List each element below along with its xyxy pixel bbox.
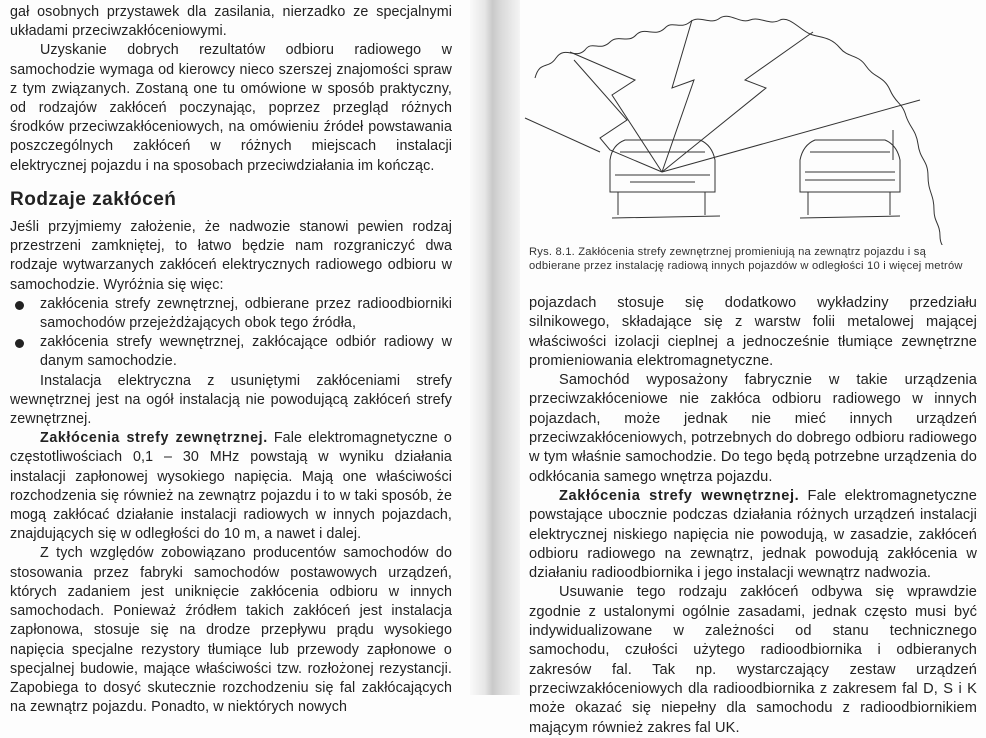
front-car-body — [610, 140, 720, 218]
internal-interference-paragraph: Zakłócenia strefy wewnętrznej. Fale elektromagnetyczne powstające ubocznie podczas działania różnych urządzeń instalacji elektrycznej niskiego napięcia nie powodują, w zasadzie, zakłóceń odbioru radiowego na zewnątrz, jednak powodują zakłócenia w działaniu radioodbiornika i jego instalacji wewnątrz nadwozia. — [529, 487, 977, 582]
left-page-text — [10, 3, 452, 717]
arrow-far-left — [525, 118, 600, 152]
list-item: zakłócenia strefy wewnętrznej, zakłócające odbiór radiowy w danym samochodzie. — [10, 333, 452, 371]
types-paragraph: Jeśli przyjmiemy założenie, że nadwozie stanowi pewien rodzaj przestrzeni zamkniętej, to łatwo będzie nam rozgraniczyć dwa rodzaje wytwarzanych zakłóceń elektrycznych radiowego odbioru w samochodzie. Wyróżnia się więc: — [10, 219, 452, 293]
intro-paragraph-2: Uzyskanie dobrych rezultatów odbioru radiowego w samochodzie wymaga od kierowcy nieco szerszej znajomości spraw z tym związanych. Zostaną one tu omówione w sposób praktyczny, od rodzajów zakłóceń poczynając, poprzez przegląd różnych środków przeciwzakłóceniowych, na omówieniu źródeł powstawania poszczególnych zakłóceń w różnych miejscach instalacji elektrycznej pojazdu i na sposobach przeciwdziałania im kończąc. — [10, 42, 452, 174]
bullet-icon — [15, 339, 24, 348]
arrow-to-second-car — [662, 100, 920, 172]
interference-types-list — [10, 295, 452, 372]
zigzag-arrow-center — [662, 20, 694, 172]
zigzag-arrow-left — [574, 60, 662, 172]
list-item: zakłócenia strefy zewnętrznej, odbierane przez radioodbiorniki samochodów przejeżdżających obok tego źródła, — [10, 295, 452, 333]
figure-interference-illustration — [520, 0, 986, 245]
zigzag-arrow-top-left — [570, 52, 662, 172]
internal-interference-title: Zakłócenia strefy wewnętrznej. — [559, 487, 800, 504]
book-gutter — [470, 0, 520, 695]
right-page-text — [529, 294, 977, 738]
removal-paragraph: Usuwanie tego rodzaju zakłóceń odbywa się wprawdzie zgodnie z ustalonymi ogólnie zasadami, jednak często musi być indywidualizowane w zależności od stanu technicznego samochodu, czułości użytego radioodbiornika i odbieranych zakresów fal. Tak np. wystarczający zestaw urządzeń przeciwzakłóceniowych dla radioodbiornika z zakresem fal D, S i K może okazać się niepełny dla samochodu z radioodbiornikiem mającym również zakres fal UK. — [529, 584, 977, 736]
manufacturers-paragraph: Z tych względów zobowiązano producentów samochodów do stosowania przez fabryki samochodów postawowych urządzeń, których zadaniem jest uniknięcie zakłócenia odbioru w innych samochodach. Ponieważ źródłem takich zakłóceń jest instalacja zapłonowa, stosuje się na drodze przepływu prądu wysokiego napięcia specjalne rezystory tłumiące lub przewody zapłonowe o specjalnej budowie, mające właściwości tzw. rozłożonej rezystancji. Zapobiega to dosyć skutecznie rozchodzeniu się fal zakłócających na zewnątrz pojazdu. Ponadto, w niektórych nowych — [10, 545, 452, 716]
left-page — [0, 0, 470, 716]
wave-front-line — [535, 16, 946, 245]
right-page — [520, 0, 986, 736]
section-heading: Rodzaje zakłóceń — [10, 188, 177, 210]
external-interference-title: Zakłócenia strefy zewnętrznej. — [40, 430, 268, 447]
factory-equipment-paragraph: Samochód wyposażony fabrycznie w takie urządzenia przeciwzakłóceniowe nie zakłóca odbioru radiowego w innych pojazdach, może jednak nie mieć innych urządzeń przeciwzakłóceniowych, potrzebnych do dobrego odbioru radiowego w tym właśnie samochodzie. Do tego będą potrzebne urządzenia do odkłócania samego wnętrza pojazdu. — [529, 372, 977, 485]
rear-car-body — [800, 130, 900, 218]
external-interference-paragraph: Zakłócenia strefy zewnętrznej. Fale elektromagnetyczne o częstotliwościach 0,1 – 30 MHz powstają w wyniku działania instalacji zapłonowej wysokiego napięcia. Mają one właściwości rozchodzenia się również na zewnątrz pojazdu i to w taki sposób, że mogą zakłócać działanie instalacji radiowych w innych pojazdach, znajdujących się w odległości do 10 m, a nawet i dalej. — [10, 430, 452, 543]
intro-paragraph-1: gał osobnych przystawek dla zasilania, nierzadko ze specjalnymi układami przeciwzakłóceniowymi. — [10, 4, 452, 40]
continued-paragraph: pojazdach stosuje się dodatkowo wykładziny przedziału silnikowego, składające się z warstw folii metalowej mającej właściwości izolacji cieplnej a jednocześnie tłumiące zewnętrzne promieniowania elektromagnetyczne. — [529, 295, 977, 369]
figure-caption: Rys. 8.1. Zakłócenia strefy zewnętrznej promieniują na zewnątrz pojazdu i są odbierane przez instalację radiową innych pojazdów w odległości 10 i więcej metrów — [529, 246, 963, 272]
bullet-icon — [15, 301, 24, 310]
installation-paragraph: Instalacja elektryczna z usuniętymi zakłóceniami strefy wewnętrznej jest na ogół instalacją nie powodującą zakłóceń strefy zewnętrznej. — [10, 372, 452, 428]
